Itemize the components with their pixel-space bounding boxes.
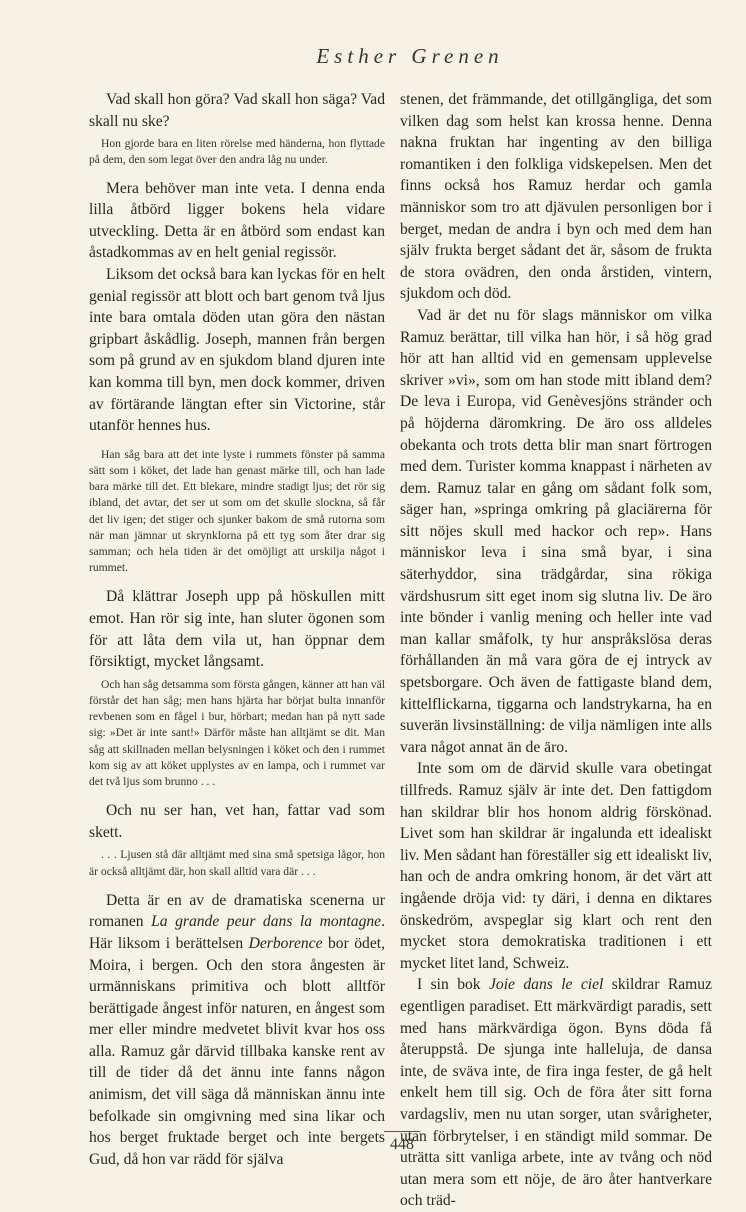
footer-rule xyxy=(384,1131,420,1132)
text: I sin bok xyxy=(417,976,489,994)
paragraph: Vad skall hon göra? Vad skall hon säga? Vad skall nu ske? xyxy=(89,91,385,130)
paragraph: stenen, det främmande, det otillgängliga, det som vilken dag som helst kan krossa henne. Denna nakna fruktan har ingenting av den billiga romantiken i den folkliga vidskepelsen. Men det finns också hos Ramuz herdar och gamla människor som tro att djävulen personligen bor i berget, medan de andra i byn och med dem han själv frukta berget sådant det är, såsom de frukta de stora ovädren, den onda årstiden, vintern, sjukdom och död. xyxy=(400,91,712,303)
text: bor ödet, Moira, i bergen. Och den stora ångesten är urmänniskans primitiva och blott alltför berättigade ångest inför naturen, en ångest som mer eller mindre medvetet blivit kvar hos oss alla. Ramuz går därvid tillbaka kanske rent av till de tider då det ännu inte fanns någon animism, det vill säga då människan ännu inte befolkade sin omgivning med sina likar och hos berget fruktade berget och inte bergets Gud, då hon var rädd för själva xyxy=(89,934,385,1168)
quote-block: Och han såg detsamma som första gången, känner att han väl förstår det han såg; men hans hjärta har börjat bulta innanför revbenen som en fågel i bur, hörbart; medan han på nytt sade sig: »Det är inte sant!» Därför måste han alltjämt se dit. Man såg att skillnaden mellan belysningen i köket och den i rummet kom sig av att köket upplystes av en lampa, och i rummet var det två ljus som brunno . . . xyxy=(89,677,385,788)
paragraph: Vad är det nu för slags människor om vilka Ramuz berättar, till vilka han hör, i så hög grad hör att han alltid vid en gemensam upplevelse skriver »vi», som om han stode mitt ibland dem? De leva i Europa, vid Genèvesjöns stränder och på höjderna däromkring. De äro oss alldeles obekanta och trots detta blir man snart förtrogen med dem. Turister komma knappast i närheten av dem. Ramuz talar en gång om sådant folk som, säger han, »springa omkring på glaciärerna för sitt nöjes skull med hackor och rep». Hans människor leva i sina små byar, i sina säterhyddor, sina trädgårdar, sina rökiga värdshusrum sitt eget inom sig slutna liv. De äro inte bönder i vanlig mening och heller inte vad man kallar småfolk, ty hur anspråkslösa deras förhållanden än må vara göra de ej intryck av spetsborgare. Och även de fattigaste bland dem, kittelflickarna, tiggarna och landstrykarna, ha en suverän livsinställning: de vilja nämligen inte alls vara något annat än de äro. xyxy=(400,306,712,756)
quote-block: Hon gjorde bara en liten rörelse med händerna, hon flyttade på dem, den som legat över den andra låg nu under. xyxy=(89,137,385,167)
paragraph xyxy=(400,974,712,1212)
paragraph: Då klättrar Joseph upp på höskullen mitt emot. Han rör sig inte, han sluter ögonen som för att låta dem vila ut, han öppnar dem försiktigt, mycket långsamt. xyxy=(89,588,385,671)
text: skildrar Ramuz egentligen paradiset. Ett märkvärdigt paradis, sett med hans märkvärdiga ögon. Byns döda få återuppstå. De sjunga inte halleluja, de dansa inte, de sväva inte, de fira inga fester, de gå helt enkelt hem till sig. Och de föra åter sitt forna vardagsliv, men nu utan sorger, utan svårigheter, utan förbrytelser, i en ständigt mild sommar. De uträtta sitt vanliga arbete, inte av tvång och nöd utan mera som ett nöje, de äro åter hantverkare och träd- xyxy=(400,976,712,1210)
quote-block: . . . Ljusen stå där alltjämt med sina små spetsiga lågor, hon är också alltjämt där, hon skall alltid vara där . . . xyxy=(89,848,385,878)
paragraph xyxy=(89,890,385,1171)
book-title: Derborence xyxy=(248,934,323,952)
paragraph: Liksom det också bara kan lyckas för en helt genial regissör att blott och bart genom två ljus inte bara omtala döden utan göra den nästan gripbart åskådlig. Joseph, mannen från bergen som på grund av en sjukdom bland djuren inte kan komma till byn, men dock kommer, driven av förtärande längtan efter sin Victorine, står utanför hennes hus. xyxy=(89,265,385,435)
text: . Här liksom i berättelsen xyxy=(89,913,385,952)
paragraph: Inte som om de därvid skulle vara obetingat tillfreds. Ramuz själv är inte det. Den fattigdom han skildrar blir hos honom aldrig förskönad. Livet som han skildrar är ingalunda ett idealiskt liv. Men sådant han föreställer sig ett idealiskt liv, han och de andra omkring honom, är det värt att ingående dröja vid: ty däri, i denna en diktares önskedröm, avspeglar sig klart och rent den mycket stora demokratiska traditionen i ett mycket litet land, Schweiz. xyxy=(400,760,712,972)
book-title: La grande peur dans la montagne xyxy=(151,913,382,931)
quote-block: Han såg bara att det inte lyste i rummets fönster på samma sätt som i köket, det lade han genast märke till, och han lade bara märke till det. Ett blekare, mindre stadigt ljus; det rör sig ibland, det avtar, det ser ut som om det skulle slockna, så får det liv igen; det stiger och sjunker bakom de små rutorna som när man jämnar ut skrynklorna på ett tyg som åter drar sig samman; och hela tiden är det omöjligt att urskilja något i rummet. xyxy=(89,447,385,575)
running-title: Esther Grenen xyxy=(316,44,504,68)
left-column xyxy=(89,89,385,1170)
text: Detta är en av de dramatiska scenerna ur romanen xyxy=(89,891,385,931)
page-number: 448 xyxy=(390,1136,414,1153)
paragraph: Mera behöver man inte veta. I denna enda lilla åtbörd ligger bokens hela vidare utveckling. Detta är en åtbörd som endast kan åstadkommas av en helt genial regissör. xyxy=(89,179,385,262)
book-title: Joie dans le ciel xyxy=(488,976,604,994)
right-column xyxy=(400,89,712,1212)
paragraph: Och nu ser han, vet han, fattar vad som skett. xyxy=(89,802,385,841)
